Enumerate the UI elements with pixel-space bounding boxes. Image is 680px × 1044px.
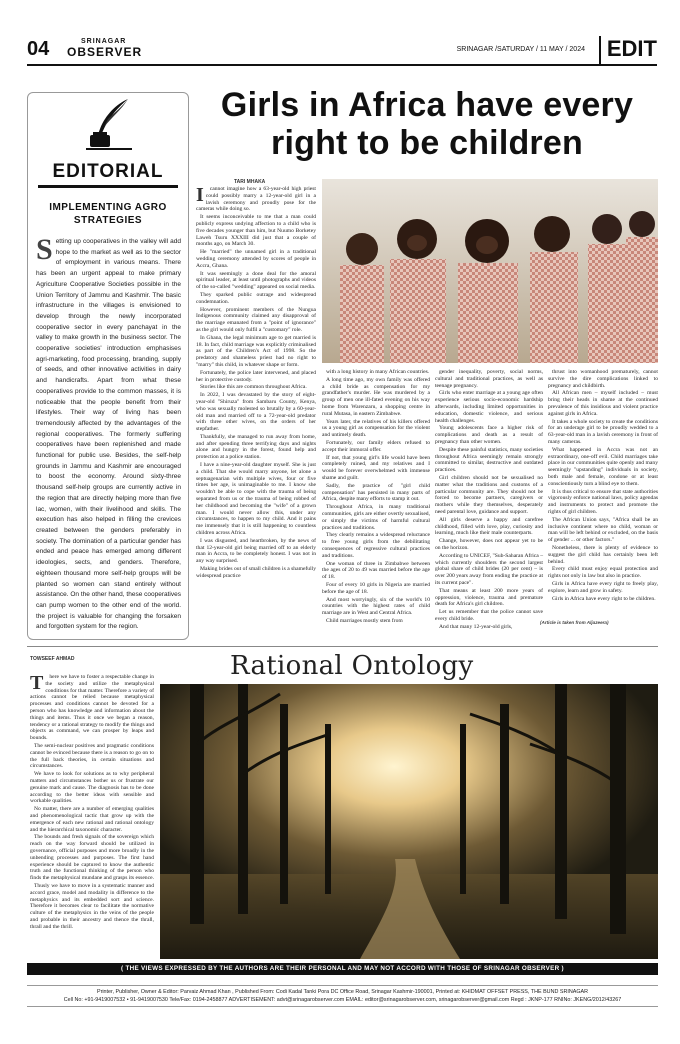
article2-title: Rational Ontology bbox=[230, 651, 474, 681]
paragraph: cannot imagine how a 63-year-old high priest could possibly marry a 12-year-old girl in a lavish ceremony and proudly pose for the cameras while doing so. bbox=[196, 186, 316, 213]
disclaimer-bar: ( THE VIEWS EXPRESSED BY THE AUTHORS ARE THEIR PERSONAL AND MAY NOT ACCORD WITH THOSE OF SRINAGAR OBSERVER ) bbox=[27, 963, 658, 975]
paragraph: No matter, there are a number of emerging qualities and phenomenological tactic that grow up with the emergence of each new rational and rational ontology and the hierarchical taxonomic character. bbox=[30, 806, 154, 833]
paragraph: Let us remember that the police cannot save every child bride. bbox=[435, 609, 543, 622]
editorial-box bbox=[27, 92, 189, 640]
paragraph: thrust into womanhood prematurely, cannot survive the dire complications linked to pregnancy and childbirth. bbox=[548, 369, 658, 389]
article1-col2 bbox=[322, 369, 430, 624]
footer-rule-top bbox=[27, 985, 658, 986]
page-number: 04 bbox=[27, 38, 50, 60]
paragraph: The semi-nuclear positives and pragmatic conditions cannot be evinced because there is a reason to go on to the full back theories, in certain situations and circumstances. bbox=[30, 742, 154, 770]
paragraph: with a long history in many African countries. bbox=[326, 369, 430, 375]
paragraph: In Ghana, the legal minimum age to get married is 18. In fact, child marriage was explicitly criminalised as part of the Children's Act of 1998. So the predatory and shameless priest had no right to "marry" this child, in whatever shape or form. bbox=[196, 334, 316, 368]
editorial-label: EDITORIAL bbox=[52, 161, 164, 182]
paragraph: Despite these painful statistics, many societies throughout Africa seemingly remain strongly committed to similar, destructive and outdated practices. bbox=[435, 446, 543, 474]
paragraph: In 2022, I was devastated by the story of eight-year-old "Shiruza" from Sambaru County, Kenya, who was sexually molested so brutally by a 60-year-old man and married off to a 72-year-old predator with three other wives, on the orders of her stepfather. bbox=[196, 392, 316, 433]
article1-credit: (Article is taken from Aljazeera) bbox=[540, 620, 609, 625]
paragraph: The bounds and fresh signals of the sovereign which reach on the way forward should be utilized in governance, official purposes and more broadly in the unbending processes and purposes. The first hand experience should be captured to know the authentic truth and the functional thinking of the person who finds the metaphysical mundane and grasps its essence. bbox=[30, 834, 154, 882]
paragraph: Child marriages mostly stem from bbox=[326, 617, 403, 624]
paragraph: Making brides out of small children is a shamefully widespread practice bbox=[196, 566, 316, 579]
article2-drop-cap: T bbox=[30, 672, 44, 694]
article1-col3 bbox=[435, 369, 543, 630]
editorial-body-text: etting up cooperatives in the valley will add hope to the market as well as to the sector of employment in various means. There has been an urgent appeal to make primary Agriculture Cooperative Societies possible in the Union Territory of Jammu and Kashmir. The basic infrastructure in the villages is envisioned to develop through the newly incorporated cooperative sector in every panchayat in the valley to make growth in the business sector. The cooperative societies' introduction emphasises agri-marketing, food processing, branding, supply of seeds, and other innovative activities in dairy and handicrafts. Apart from what these cooperatives provide to the common masses, it is noticeable that the people benefit from their lifestyles. Their way of living has been tremendously affected by the advantages of the regional cooperatives. The formerly suffering cooperatives have been replenished and made functional for public use. Besides, the self-help grounds in Jammu and Kashmir are encouraged to boost the economy. Around sixty-three thousand self-help groups are currently active in the region that are directly helping more than five lac, women, with their livelihood and skills. The execution has also helped in filling the crevices created between the genders preferably in society. The domination of a particular gender has ended and peace has emerged among different ideologies, sects, and genders. Therefore, eighteen thousand more self-help groups will be planted so women can stand entirely without assistance. On the other hand, these cooperatives can pump women to the other end of the world. the project is valuable for changing the forsaken and forgotten system for the region. bbox=[36, 238, 181, 631]
article2-body-text bbox=[30, 674, 154, 930]
article1-headline: Girls in Africa have every right to be children bbox=[220, 86, 634, 162]
paragraph: One woman of three in Zimbabwe between the ages of 20 to 49 was married before the age of 18. bbox=[322, 560, 430, 581]
paper-name-line2: OBSERVER bbox=[67, 45, 143, 59]
paper-name bbox=[67, 38, 142, 59]
paragraph: We have to look for solutions as to why peripheral matters and circumstances bother us or frustrate our genuine mark and cause. The diagnosis has to be done according to the better ideas with sensible and workable qualities. bbox=[30, 771, 154, 805]
article1-byline: TARI MHAKA bbox=[234, 179, 266, 185]
paragraph: Change, however, does not appear yet to be on the horizon. bbox=[435, 538, 543, 551]
editorial-drop-cap: S bbox=[36, 233, 53, 266]
article1-col1 bbox=[196, 186, 316, 624]
paragraph: Stories like this are common throughout Africa. bbox=[200, 384, 307, 391]
paragraph: I was disgusted, and heartbroken, by the news of that 12-year-old girl being married off to an elderly man in Accra, to be completely honest. I was not in any way surprised. bbox=[196, 537, 316, 565]
quill-inkpot-icon bbox=[84, 97, 134, 151]
paragraph: They clearly remains a widespread reluctance to free young girls from the debilitating consequences of regressive cultural practices and traditions. bbox=[322, 532, 430, 559]
paragraph: Girls in Africa have every right to be children. bbox=[552, 595, 656, 602]
paragraph: All African men – myself included – must bring their heads in shame at the continued prevalence of this insidious and violent practice against girls in Africa. bbox=[548, 390, 658, 417]
paragraph: Throughout Africa, in many traditional communities, girls are either overtly sexualised, or simply the victims of harmful cultural practices and traditions. bbox=[322, 504, 430, 531]
editorial-rule bbox=[38, 185, 178, 188]
forest-photo-image bbox=[160, 684, 658, 959]
paragraph: It takes a whole society to create the conditions for an underage girl to be proudly wedded to a 63-year-old man in a lavish ceremony in front of many cameras. bbox=[548, 418, 658, 445]
paragraph: The African Union says, "Africa shall be an inclusive continent where no child, woman or man will be left behind or excluded, on the basis of gender ... or other factors." bbox=[548, 516, 658, 544]
paragraph: Girls in Africa have every right to freely play, explore, learn and grow in safety. bbox=[548, 580, 658, 594]
paragraph: Young adolescents face a higher risk of complications and death as a result of pregnancy than other women. bbox=[435, 425, 543, 445]
paragraph: Years later, the relatives of his killers offered us a young girl as compensation for the violent and untimely death. bbox=[322, 418, 430, 439]
paragraph: Every child must enjoy equal protection and rights not only in law but also in practice. bbox=[548, 566, 658, 580]
paragraph: What happened in Accra was not an extraordinary, one-off evil. Child marriages take place in our communities quite openly and many seemingly "upstanding" individuals in society, both male and female, condone or at least conscientiously turn a blind eye to them. bbox=[548, 446, 658, 487]
paragraph: Thusly we have to move in a systematic manner and accord grace, model and modality in difference to the metaphysics and its embedded sort and science. Therefore it becomes clear to facilitate the normative culture of the metaphysics in the veins of the people and probable in their ancestry and thence the thrall, thrall and the thrill. bbox=[30, 882, 154, 930]
paragraph: However, prominent members of the Nungua Indigenous community claimed any disapproval of the marriage emanated from a "point of ignorance" as the girl would only fulfil a "customary" role. bbox=[196, 306, 316, 333]
paragraph: It seems inconceivable to me that a man could publicly express undying affection to a child who is five decades younger than him, but Nuumo Borketey Laweh Tsuru XXXIII did just that a couple of months ago, on March 30. bbox=[196, 214, 316, 248]
paragraph: gender inequality, poverty, social norms, cultural and traditional practices, as well as teenage pregnancy. bbox=[435, 369, 543, 389]
article1-col4 bbox=[548, 369, 658, 619]
paper-name-line1: SRINAGAR bbox=[81, 38, 127, 45]
paragraph: Four of every 10 girls in Nigeria are married before the age of 18. bbox=[322, 581, 430, 595]
paragraph: I have a nine-year-old daughter myself. She is just a child. That she would marry anyone, let alone a septuagenarian with multiple wives, four or five times her age, is unimaginable to me. I know she wouldn't be able to cope with the trauma of being separated from us or the trauma of being robbed of her childhood and becoming the "wife" of a grown man. I would never allow this, under any circumstances, to happen to my child. And it pains me immensely that it is still happening to countless children across Africa. bbox=[196, 462, 316, 537]
paragraph: It was seemingly a done deal for the amoral spiritual leader, at least until photographs and videos of the so-called "wedding" appeared on social media. bbox=[196, 270, 316, 291]
forest-photo bbox=[160, 684, 658, 959]
paragraph: According to UNICEF, "Sub-Saharan Africa – which currently shoulders the second largest global share of child brides (20 per cent) – is over 200 years away from ending the practice at its current pace". bbox=[435, 552, 543, 586]
paragraph: If not, that young girl's life would have been completely ruined, and my relatives and I would be forever overwhelmed with immense shame and guilt. bbox=[322, 454, 430, 481]
article1-drop-cap: I bbox=[196, 184, 204, 206]
footer-imprint: Printer, Publisher, Owner & Editor: Parvaiz Ahmad Khan , Published From: Codi Kadal Tanki Pora DC Office Road, Srinagar Kashmir-190001, Printed at: KHIDMAT OFFSET PRESS, THE BUND SRINAGAR bbox=[96, 989, 589, 995]
editorial-body bbox=[36, 233, 181, 633]
paragraph: And that many 12-year-old girls, bbox=[439, 623, 513, 630]
section-label: EDIT bbox=[599, 36, 657, 64]
paragraph: He "married" the unnamed girl in a traditional wedding ceremony attended by scores of people in Accra, Ghana. bbox=[196, 249, 316, 269]
girls-photo bbox=[322, 179, 658, 363]
dateline: SRINAGAR /SATURDAY / 11 MAY / 2024 bbox=[456, 46, 585, 53]
paragraph: All girls deserve a happy and carefree childhood, filled with love, play, curiosity and learning, much like their male counterparts. bbox=[435, 516, 543, 537]
paragraph: Girls who enter marriage at a young age often experience serious socio-economic hardship afterwards, including limited opportunities in education, domestic violence, and serious health challenges. bbox=[435, 390, 543, 424]
paragraph: That means at least 200 more years of oppression, violence, trauma and premature death for Africa's girl children. bbox=[435, 587, 543, 608]
section-divider bbox=[27, 646, 658, 647]
article1-col1-text bbox=[196, 186, 316, 580]
girls-photo-image bbox=[322, 179, 658, 363]
paragraph: Thankfully, she managed to run away from home, and after spending three terrifying days and nights alone and hungry in the forest, found help and protection at a police station. bbox=[196, 433, 316, 461]
paragraph: And most worryingly, six of the world's 10 countries with the highest rates of child marriage are in West and Central Africa. bbox=[322, 596, 430, 617]
paragraph: Sadly, the practice of "girl child compensation" has persisted in many parts of Africa, despite many efforts to stamp it out. bbox=[322, 482, 430, 503]
paragraph: Fortunately, our family elders refused to accept their immoral offer. bbox=[322, 439, 430, 453]
paragraph: Girl children should not be sexualised no matter what the traditions and customs of a particular community are. They should not be forced to become partners, caregivers or mothers while they themselves, desperately need parental love, guidance and support. bbox=[435, 474, 543, 515]
footer-rule-bottom bbox=[27, 1006, 658, 1007]
article2-byline: TOWSEEF AHMAD bbox=[30, 656, 75, 662]
footer-contact: Cell No: +91-9419007532 • 91-9419007530 Tele/Fax: 0194-2458877 ADVERTISEMENT: advt@srinagarobserver.com EMAIL: editor@srinagarobserver.com, srinagarobserver@gmail.com Regd : JKNP-177 RNINo: JKENG/2012/43267 bbox=[63, 997, 622, 1003]
masthead bbox=[27, 36, 657, 66]
paragraph: Fortunately, the police later intervened, and placed her in protective custody. bbox=[196, 369, 316, 383]
paragraph: A long time ago, my own family was offered a child bride as compensation for my grandfather's murder. He was murdered by a group of men one ill-fated evening on his way home from Warenzaru, a shopping centre in rural Mutasa, in eastern Zimbabwe. bbox=[322, 376, 430, 417]
article2-body bbox=[30, 674, 154, 959]
paragraph: It is thus critical to ensure that state authorities vigorously enforce national laws, policy agendas and instruments to protect and promote the rights of girl children. bbox=[548, 488, 658, 515]
editorial-heading: IMPLEMENTING AGRO STRATEGIES bbox=[49, 202, 167, 226]
paragraph: Nonetheless, there is plenty of evidence to suggest the girl child has certainly been left behind. bbox=[548, 544, 658, 565]
paragraph: They sparked public outrage and widespread condemnation. bbox=[196, 291, 316, 305]
paragraph: here we have to foster a respectable change in the society and utilize the metaphysical conditions for that matter. Therefore a variety of actions cannot be relied because metaphysical processes and conditions cannot be devoted for a person who has knowledge and information about the things and items. Thus it once we began a reason, tendency or a rational strategy to modify the things and objects as command, we can prosper by leaps and bounds. bbox=[30, 674, 154, 742]
